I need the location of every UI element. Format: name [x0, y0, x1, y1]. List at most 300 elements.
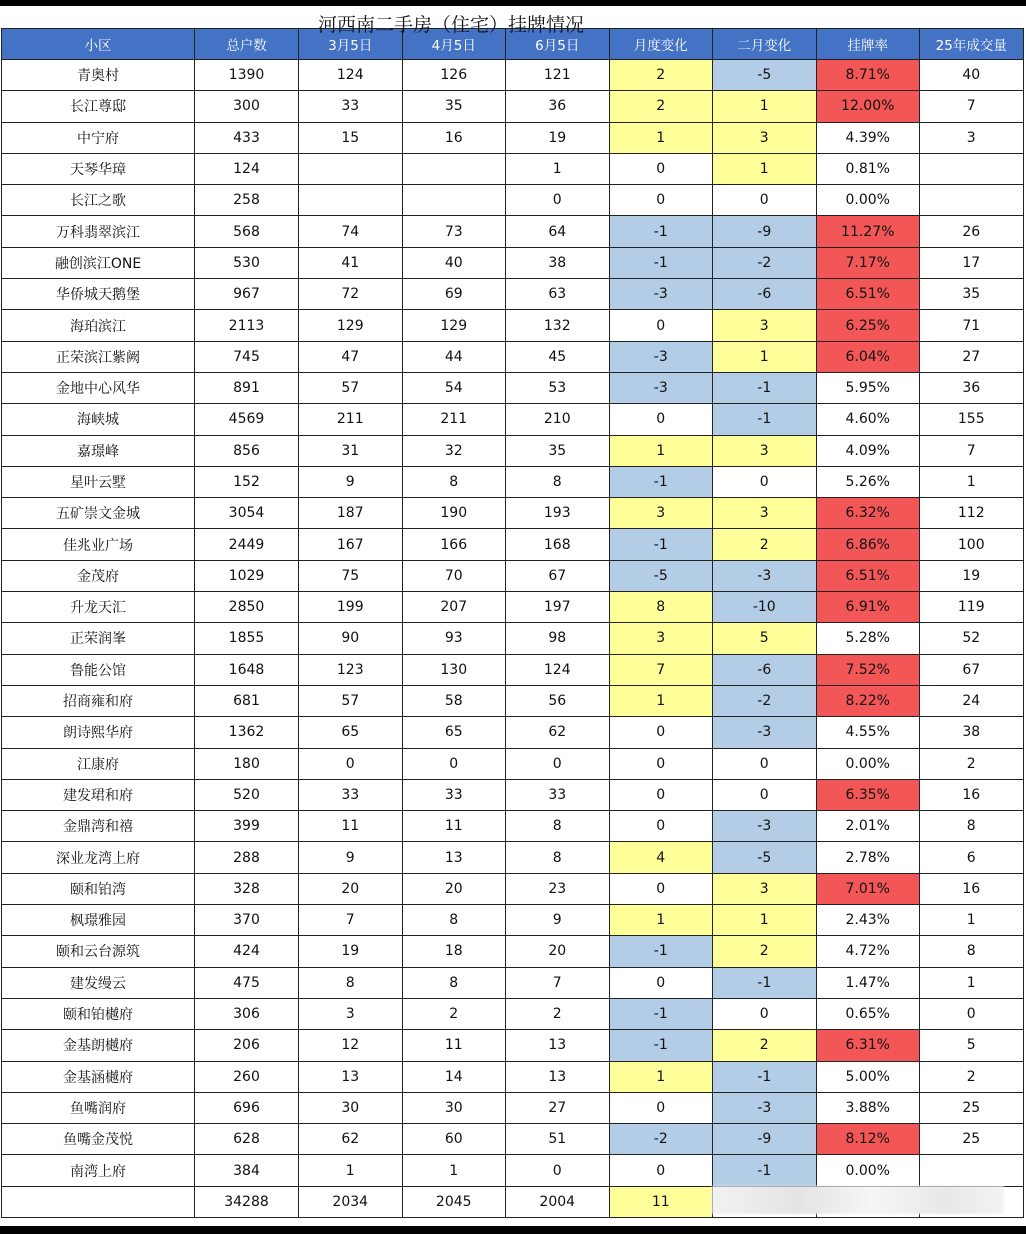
cell-mar5: 19 [299, 936, 403, 967]
cell-jun5: 2 [506, 998, 610, 1029]
cell-community: 青奥村 [2, 60, 195, 91]
cell-2025-volume: 0 [920, 998, 1024, 1029]
cell-listing-rate: 5.95% [816, 372, 920, 403]
cell-2025-volume: 112 [920, 498, 1024, 529]
cell-listing-rate: 4.39% [816, 122, 920, 153]
cell-households: 124 [195, 153, 299, 184]
cell-mar5: 13 [299, 1061, 403, 1092]
cell-two-month-change: -6 [713, 279, 817, 310]
table-row [2, 279, 1024, 310]
cell-two-month-change: -3 [713, 717, 817, 748]
cell-households: 2850 [195, 592, 299, 623]
cell-apr5: 33 [402, 779, 506, 810]
cell-mar5: 15 [299, 122, 403, 153]
cell-mar5: 187 [299, 498, 403, 529]
table-row [2, 998, 1024, 1029]
cell-jun5: 121 [506, 60, 610, 91]
cell-mar5: 33 [299, 779, 403, 810]
cell-households: 180 [195, 748, 299, 779]
table-body [2, 60, 1024, 1218]
cell-monthly-change: 0 [609, 1155, 713, 1186]
cell-2025-volume: 36 [920, 372, 1024, 403]
cell-apr5: 58 [402, 685, 506, 716]
col-header-community: 小区 [2, 29, 195, 60]
cell-jun5: 62 [506, 717, 610, 748]
cell-apr5: 190 [402, 498, 506, 529]
cell-apr5: 2045 [402, 1186, 506, 1217]
cell-mar5: 129 [299, 310, 403, 341]
cell-households: 4569 [195, 404, 299, 435]
table-row [2, 1061, 1024, 1092]
cell-two-month-change: 0 [713, 998, 817, 1029]
table-row [2, 310, 1024, 341]
col-header-2025-volume: 25年成交量 [920, 29, 1024, 60]
cell-community [2, 1186, 195, 1217]
cell-apr5: 211 [402, 404, 506, 435]
cell-listing-rate: 4.60% [816, 404, 920, 435]
cell-2025-volume: 35 [920, 279, 1024, 310]
cell-apr5: 130 [402, 654, 506, 685]
cell-apr5: 40 [402, 247, 506, 278]
cell-households: 399 [195, 811, 299, 842]
cell-listing-rate: 5.26% [816, 466, 920, 497]
cell-two-month-change: 0 [713, 748, 817, 779]
cell-listing-rate: 6.31% [816, 1030, 920, 1061]
cell-households: 745 [195, 341, 299, 372]
cell-households: 258 [195, 185, 299, 216]
cell-jun5: 0 [506, 748, 610, 779]
cell-monthly-change: 0 [609, 153, 713, 184]
cell-2025-volume: 1 [920, 905, 1024, 936]
cell-two-month-change: -5 [713, 60, 817, 91]
cell-apr5: 11 [402, 811, 506, 842]
cell-community: 正荣润峯 [2, 623, 195, 654]
cell-two-month-change: 3 [713, 873, 817, 904]
table-row [2, 341, 1024, 372]
col-header-monthly-change: 月度变化 [609, 29, 713, 60]
cell-monthly-change: -1 [609, 216, 713, 247]
cell-jun5: 124 [506, 654, 610, 685]
cell-jun5: 9 [506, 905, 610, 936]
cell-2025-volume: 24 [920, 685, 1024, 716]
cell-monthly-change: 1 [609, 905, 713, 936]
cell-2025-volume: 6 [920, 842, 1024, 873]
cell-2025-volume: 17 [920, 247, 1024, 278]
cell-jun5: 33 [506, 779, 610, 810]
cell-mar5: 0 [299, 748, 403, 779]
cell-monthly-change: -1 [609, 936, 713, 967]
cell-jun5: 0 [506, 1155, 610, 1186]
cell-monthly-change: 0 [609, 717, 713, 748]
cell-community: 升龙天汇 [2, 592, 195, 623]
cell-apr5: 166 [402, 529, 506, 560]
cell-monthly-change: 1 [609, 685, 713, 716]
cell-households: 1855 [195, 623, 299, 654]
cell-jun5: 7 [506, 967, 610, 998]
cell-community: 正荣滨江紫阙 [2, 341, 195, 372]
cell-mar5: 31 [299, 435, 403, 466]
table-row [2, 498, 1024, 529]
cell-apr5: 126 [402, 60, 506, 91]
cell-apr5: 35 [402, 91, 506, 122]
cell-mar5: 9 [299, 842, 403, 873]
cell-2025-volume: 67 [920, 654, 1024, 685]
table-row [2, 967, 1024, 998]
cell-community: 金基涵樾府 [2, 1061, 195, 1092]
cell-households: 891 [195, 372, 299, 403]
cell-jun5: 35 [506, 435, 610, 466]
table-row [2, 435, 1024, 466]
cell-households: 1362 [195, 717, 299, 748]
cell-mar5: 33 [299, 91, 403, 122]
cell-community: 颐和铂樾府 [2, 998, 195, 1029]
cell-monthly-change: 0 [609, 185, 713, 216]
cell-monthly-change: 1 [609, 435, 713, 466]
cell-2025-volume: 1 [920, 967, 1024, 998]
cell-listing-rate: 3.88% [816, 1092, 920, 1123]
table-row [2, 247, 1024, 278]
cell-monthly-change: 3 [609, 498, 713, 529]
cell-2025-volume: 27 [920, 341, 1024, 372]
cell-jun5: 45 [506, 341, 610, 372]
cell-listing-rate: 6.91% [816, 592, 920, 623]
cell-mar5: 124 [299, 60, 403, 91]
cell-listing-rate: 0.00% [816, 1155, 920, 1186]
cell-mar5: 2034 [299, 1186, 403, 1217]
table-row [2, 1092, 1024, 1123]
cell-two-month-change: 3 [713, 122, 817, 153]
cell-mar5 [299, 153, 403, 184]
cell-mar5: 74 [299, 216, 403, 247]
cell-community: 金茂府 [2, 560, 195, 591]
cell-listing-rate: 6.86% [816, 529, 920, 560]
cell-listing-rate: 2.78% [816, 842, 920, 873]
cell-community: 金地中心风华 [2, 372, 195, 403]
cell-2025-volume: 100 [920, 529, 1024, 560]
cell-community: 长江尊邸 [2, 91, 195, 122]
cell-jun5: 98 [506, 623, 610, 654]
cell-two-month-change: 5 [713, 623, 817, 654]
cell-households: 696 [195, 1092, 299, 1123]
cell-community: 中宁府 [2, 122, 195, 153]
cell-listing-rate: 6.32% [816, 498, 920, 529]
cell-monthly-change: 0 [609, 811, 713, 842]
table-row [2, 748, 1024, 779]
cell-2025-volume: 2 [920, 748, 1024, 779]
cell-monthly-change: 1 [609, 1061, 713, 1092]
cell-households: 530 [195, 247, 299, 278]
cell-two-month-change: -6 [713, 654, 817, 685]
cell-mar5: 123 [299, 654, 403, 685]
cell-mar5: 90 [299, 623, 403, 654]
cell-households: 260 [195, 1061, 299, 1092]
cell-apr5: 54 [402, 372, 506, 403]
cell-2025-volume: 40 [920, 60, 1024, 91]
cell-2025-volume: 119 [920, 592, 1024, 623]
cell-jun5: 53 [506, 372, 610, 403]
cell-two-month-change: -1 [713, 1155, 817, 1186]
cell-households: 520 [195, 779, 299, 810]
cell-apr5: 65 [402, 717, 506, 748]
cell-mar5: 20 [299, 873, 403, 904]
cell-community: 鱼嘴金茂悦 [2, 1124, 195, 1155]
col-header-listing-rate: 挂牌率 [816, 29, 920, 60]
table-row [2, 404, 1024, 435]
cell-monthly-change: -2 [609, 1124, 713, 1155]
cell-jun5: 8 [506, 466, 610, 497]
cell-listing-rate: 0.81% [816, 153, 920, 184]
cell-2025-volume: 25 [920, 1124, 1024, 1155]
cell-households: 288 [195, 842, 299, 873]
cell-mar5: 72 [299, 279, 403, 310]
table-row [2, 842, 1024, 873]
cell-community: 鲁能公馆 [2, 654, 195, 685]
cell-households: 475 [195, 967, 299, 998]
cell-listing-rate: 7.01% [816, 873, 920, 904]
cell-mar5: 47 [299, 341, 403, 372]
bottom-edge [0, 1226, 1026, 1234]
col-header-mar5: 3月5日 [299, 29, 403, 60]
table-row [2, 654, 1024, 685]
cell-2025-volume: 5 [920, 1030, 1024, 1061]
cell-listing-rate: 6.51% [816, 560, 920, 591]
cell-listing-rate: 0.00% [816, 748, 920, 779]
cell-listing-rate: 4.72% [816, 936, 920, 967]
cell-two-month-change: 1 [713, 153, 817, 184]
cell-2025-volume [920, 185, 1024, 216]
cell-monthly-change: 0 [609, 779, 713, 810]
cell-apr5: 20 [402, 873, 506, 904]
table-row [2, 811, 1024, 842]
cell-apr5: 32 [402, 435, 506, 466]
cell-two-month-change: 0 [713, 779, 817, 810]
cell-monthly-change: 0 [609, 1092, 713, 1123]
cell-community: 鱼嘴润府 [2, 1092, 195, 1123]
cell-jun5: 193 [506, 498, 610, 529]
cell-apr5: 2 [402, 998, 506, 1029]
cell-monthly-change: 0 [609, 404, 713, 435]
cell-community: 深业龙湾上府 [2, 842, 195, 873]
cell-two-month-change: -2 [713, 685, 817, 716]
table-row [2, 779, 1024, 810]
cell-apr5: 14 [402, 1061, 506, 1092]
cell-2025-volume: 2 [920, 1061, 1024, 1092]
cell-2025-volume: 16 [920, 873, 1024, 904]
table-row [2, 685, 1024, 716]
cell-apr5: 73 [402, 216, 506, 247]
cell-community: 星叶云墅 [2, 466, 195, 497]
col-header-households: 总户数 [195, 29, 299, 60]
table-row [2, 60, 1024, 91]
cell-mar5: 211 [299, 404, 403, 435]
cell-monthly-change: -3 [609, 341, 713, 372]
cell-jun5: 2004 [506, 1186, 610, 1217]
cell-apr5 [402, 185, 506, 216]
cell-listing-rate: 4.09% [816, 435, 920, 466]
cell-2025-volume: 26 [920, 216, 1024, 247]
cell-mar5 [299, 185, 403, 216]
table-row [2, 1155, 1024, 1186]
cell-2025-volume: 19 [920, 560, 1024, 591]
cell-two-month-change: 3 [713, 498, 817, 529]
cell-apr5: 44 [402, 341, 506, 372]
cell-jun5: 197 [506, 592, 610, 623]
cell-community: 海峡城 [2, 404, 195, 435]
cell-jun5: 168 [506, 529, 610, 560]
cell-community: 颐和云台源筑 [2, 936, 195, 967]
cell-monthly-change: -1 [609, 529, 713, 560]
cell-jun5: 13 [506, 1061, 610, 1092]
cell-mar5: 7 [299, 905, 403, 936]
cell-monthly-change: -1 [609, 1030, 713, 1061]
cell-community: 招商雍和府 [2, 685, 195, 716]
table-row [2, 873, 1024, 904]
cell-listing-rate: 5.00% [816, 1061, 920, 1092]
cell-monthly-change: 4 [609, 842, 713, 873]
table-row [2, 560, 1024, 591]
cell-jun5: 1 [506, 153, 610, 184]
table-row [2, 905, 1024, 936]
cell-2025-volume: 38 [920, 717, 1024, 748]
cell-monthly-change: 0 [609, 967, 713, 998]
cell-two-month-change: -10 [713, 592, 817, 623]
cell-jun5: 210 [506, 404, 610, 435]
cell-2025-volume: 7 [920, 435, 1024, 466]
cell-apr5 [402, 153, 506, 184]
cell-households: 384 [195, 1155, 299, 1186]
cell-community: 南湾上府 [2, 1155, 195, 1186]
cell-2025-volume: 16 [920, 779, 1024, 810]
cell-mar5: 9 [299, 466, 403, 497]
cell-jun5: 20 [506, 936, 610, 967]
cell-jun5: 13 [506, 1030, 610, 1061]
cell-listing-rate: 1.47% [816, 967, 920, 998]
cell-apr5: 129 [402, 310, 506, 341]
cell-2025-volume [920, 153, 1024, 184]
cell-jun5: 19 [506, 122, 610, 153]
cell-listing-rate: 7.17% [816, 247, 920, 278]
cell-households: 3054 [195, 498, 299, 529]
cell-jun5: 67 [506, 560, 610, 591]
cell-2025-volume: 25 [920, 1092, 1024, 1123]
cell-listing-rate: 5.28% [816, 623, 920, 654]
cell-mar5: 30 [299, 1092, 403, 1123]
cell-2025-volume: 1 [920, 466, 1024, 497]
cell-apr5: 207 [402, 592, 506, 623]
table-row [2, 372, 1024, 403]
top-edge [0, 0, 1026, 6]
cell-community: 融创滨江ONE [2, 247, 195, 278]
table-row [2, 91, 1024, 122]
cell-listing-rate: 8.12% [816, 1124, 920, 1155]
cell-listing-rate: 6.51% [816, 279, 920, 310]
table-row [2, 717, 1024, 748]
cell-apr5: 60 [402, 1124, 506, 1155]
cell-households: 628 [195, 1124, 299, 1155]
cell-two-month-change: 1 [713, 91, 817, 122]
cell-apr5: 8 [402, 466, 506, 497]
cell-monthly-change: -5 [609, 560, 713, 591]
cell-monthly-change: 2 [609, 91, 713, 122]
cell-jun5: 8 [506, 842, 610, 873]
cell-monthly-change: -1 [609, 466, 713, 497]
cell-2025-volume: 52 [920, 623, 1024, 654]
cell-monthly-change: 7 [609, 654, 713, 685]
cell-two-month-change: -9 [713, 216, 817, 247]
cell-households: 328 [195, 873, 299, 904]
cell-apr5: 0 [402, 748, 506, 779]
cell-jun5: 0 [506, 185, 610, 216]
cell-two-month-change: 1 [713, 341, 817, 372]
cell-mar5: 75 [299, 560, 403, 591]
listing-table [1, 28, 1024, 1218]
cell-households: 568 [195, 216, 299, 247]
cell-two-month-change: -1 [713, 967, 817, 998]
cell-jun5: 38 [506, 247, 610, 278]
table-row [2, 153, 1024, 184]
cell-two-month-change: -3 [713, 811, 817, 842]
cell-households: 2113 [195, 310, 299, 341]
cell-jun5: 63 [506, 279, 610, 310]
cell-households: 206 [195, 1030, 299, 1061]
cell-apr5: 16 [402, 122, 506, 153]
cell-monthly-change: -1 [609, 247, 713, 278]
cell-apr5: 1 [402, 1155, 506, 1186]
cell-households: 300 [195, 91, 299, 122]
cell-households: 1390 [195, 60, 299, 91]
cell-households: 681 [195, 685, 299, 716]
cell-two-month-change: 2 [713, 1030, 817, 1061]
cell-mar5: 199 [299, 592, 403, 623]
cell-2025-volume: 3 [920, 122, 1024, 153]
cell-2025-volume: 7 [920, 91, 1024, 122]
cell-listing-rate: 2.43% [816, 905, 920, 936]
table-row [2, 216, 1024, 247]
cell-monthly-change: -3 [609, 372, 713, 403]
cell-jun5: 27 [506, 1092, 610, 1123]
cell-households: 433 [195, 122, 299, 153]
table-row [2, 466, 1024, 497]
cell-monthly-change: 3 [609, 623, 713, 654]
table-row [2, 529, 1024, 560]
col-header-apr5: 4月5日 [402, 29, 506, 60]
cell-mar5: 62 [299, 1124, 403, 1155]
cell-listing-rate: 6.04% [816, 341, 920, 372]
cell-mar5: 57 [299, 685, 403, 716]
cell-two-month-change: -5 [713, 842, 817, 873]
cell-apr5: 13 [402, 842, 506, 873]
cell-households: 1648 [195, 654, 299, 685]
cell-households: 306 [195, 998, 299, 1029]
cell-community: 万科翡翠滨江 [2, 216, 195, 247]
cell-two-month-change: -1 [713, 372, 817, 403]
cell-households: 967 [195, 279, 299, 310]
cell-jun5: 23 [506, 873, 610, 904]
cell-apr5: 18 [402, 936, 506, 967]
col-header-two-month-change: 二月变化 [713, 29, 817, 60]
cell-two-month-change: 2 [713, 529, 817, 560]
cell-monthly-change: -3 [609, 279, 713, 310]
cell-2025-volume: 8 [920, 811, 1024, 842]
cell-community: 金基朗樾府 [2, 1030, 195, 1061]
cell-two-month-change: -1 [713, 1061, 817, 1092]
cell-community: 江康府 [2, 748, 195, 779]
cell-two-month-change: 1 [713, 905, 817, 936]
cell-two-month-change: 0 [713, 185, 817, 216]
cell-households: 424 [195, 936, 299, 967]
cell-community: 建发缦云 [2, 967, 195, 998]
cell-two-month-change: -2 [713, 247, 817, 278]
